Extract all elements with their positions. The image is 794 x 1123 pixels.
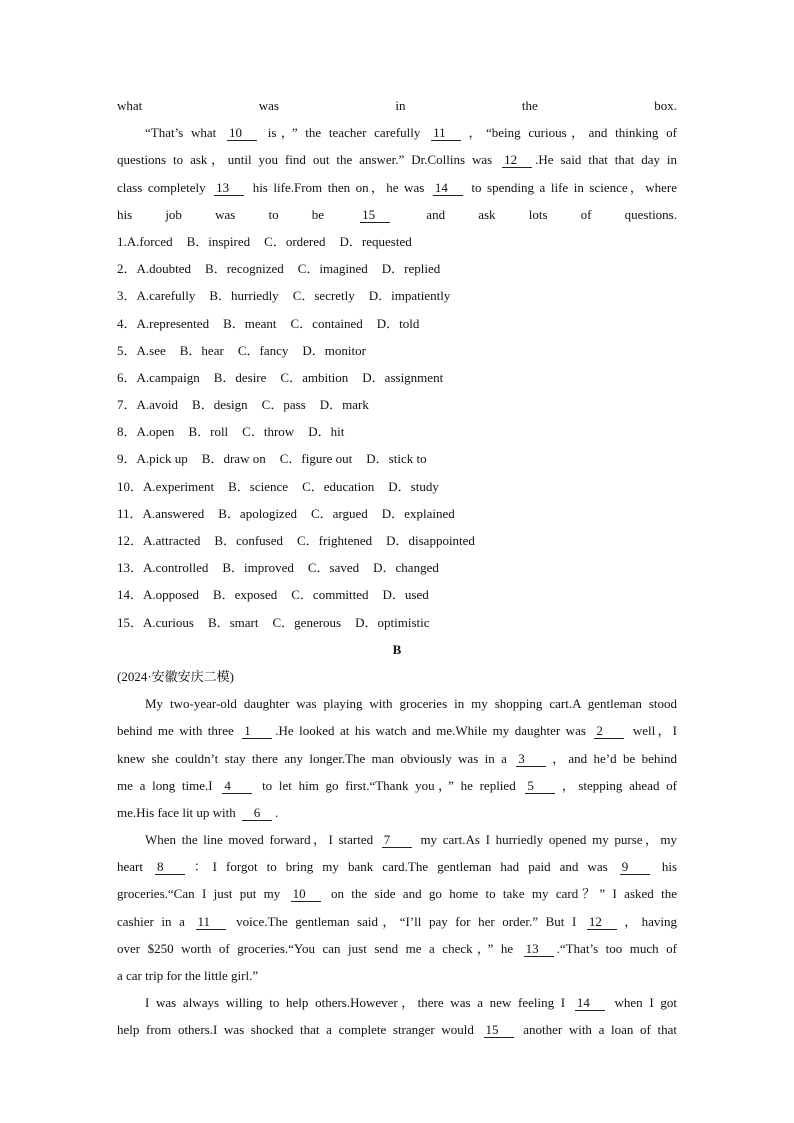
text-run: When the line moved forward，I started — [145, 832, 379, 848]
text-run: his life.From then on，he was — [247, 179, 430, 195]
option-a: A.campaign — [136, 369, 200, 385]
passage-line — [117, 201, 677, 228]
blank-14: 14 — [433, 181, 463, 196]
passage-a — [117, 92, 677, 228]
blank-15: 15 — [360, 208, 390, 223]
option-d: D．hit — [308, 424, 345, 440]
text-run: me.His face lit up with — [117, 804, 240, 820]
option-b: B．apologized — [218, 505, 297, 521]
text-run: to spending a life in science，where — [465, 179, 677, 195]
blank-9: 9 — [620, 860, 650, 875]
text-run: well，I — [627, 723, 678, 739]
passage-line — [117, 1016, 677, 1043]
question-number: 9． — [117, 451, 137, 467]
option-d: D．monitor — [302, 342, 366, 358]
text-run: and ask lots of questions. — [393, 206, 677, 222]
question-item — [117, 337, 677, 364]
text-run: behind me with three — [117, 723, 240, 739]
option-c: C．ambition — [280, 369, 349, 385]
option-c: C．committed — [291, 587, 369, 603]
text-run: his — [652, 859, 678, 875]
passage-b — [117, 690, 677, 1043]
option-d: D．replied — [381, 261, 441, 277]
passage-line — [117, 772, 677, 799]
text-run: what was in the box. — [117, 98, 677, 113]
option-b: B．confused — [214, 533, 284, 548]
question-item — [117, 581, 677, 608]
text-run: “That’s what — [145, 125, 224, 141]
question-item — [117, 527, 677, 554]
question-item — [117, 310, 677, 337]
text-run: groceries.“Can I just put my — [117, 886, 288, 902]
passage-line — [117, 92, 677, 119]
option-a: A.experiment — [143, 478, 215, 494]
text-run: is，” the teacher carefully — [259, 125, 429, 141]
option-b: B．improved — [222, 560, 294, 576]
question-number: 7． — [117, 397, 137, 413]
blank-8: 8 — [155, 860, 185, 875]
question-number: 13． — [117, 560, 144, 576]
passage-line — [117, 853, 677, 880]
option-c: C．figure out — [279, 451, 353, 467]
document-page — [117, 92, 677, 1044]
passage-line — [117, 119, 677, 146]
option-a: A.doubted — [136, 261, 192, 277]
passage-line — [117, 717, 677, 744]
option-a: A.pick up — [136, 451, 188, 467]
question-number: 15． — [117, 614, 144, 630]
option-b: B．design — [192, 397, 248, 413]
text-run: My two-year-old daughter was playing with groceries in my shopping cart.A gentleman stood — [145, 696, 677, 712]
passage-line — [117, 745, 677, 772]
option-c: C．ordered — [264, 233, 326, 249]
blank-4: 4 — [222, 779, 252, 794]
option-a: A.avoid — [136, 397, 179, 413]
text-run: .He said that that day in — [535, 152, 678, 168]
option-c: C．education — [302, 478, 375, 494]
option-c: C．pass — [261, 397, 306, 413]
passage-line — [117, 799, 677, 826]
option-d: D．study — [388, 478, 439, 494]
option-a: A.open — [136, 424, 175, 440]
question-number: 3． — [117, 288, 137, 304]
passage-line — [117, 146, 677, 173]
section-b-title: B — [392, 641, 402, 657]
option-b: B．meant — [223, 315, 277, 331]
text-run: another with a loan of that — [516, 1022, 677, 1038]
option-d: D．disappointed — [386, 533, 475, 548]
text-run: cashier in a — [117, 913, 193, 929]
option-b: B．smart — [207, 614, 259, 630]
option-c: C．fancy — [237, 342, 289, 358]
text-run: his job was to be — [117, 206, 358, 222]
text-run: my cart.As I hurriedly opened my purse，my — [414, 832, 677, 848]
question-number: 10． — [117, 478, 144, 494]
text-run: a car trip for the little girl.” — [117, 968, 259, 983]
blank-14: 14 — [575, 996, 605, 1011]
text-run: ，stepping ahead of — [558, 777, 677, 793]
text-run: knew she couldn’t stay there any longer.The man obviously was in a — [117, 750, 514, 766]
option-d: D．optimistic — [355, 614, 430, 630]
option-b: B．roll — [188, 424, 229, 440]
blank-11: 11 — [431, 126, 461, 141]
option-a: A.answered — [142, 505, 205, 521]
option-b: B．hear — [179, 342, 224, 358]
question-number: 11． — [117, 505, 143, 521]
blank-13: 13 — [524, 942, 554, 957]
passage-line — [117, 989, 677, 1016]
option-c: C．contained — [290, 315, 363, 331]
option-c: C．imagined — [297, 261, 368, 277]
option-d: D．mark — [319, 397, 369, 413]
text-run: .“That’s too much of — [556, 940, 677, 956]
question-item — [117, 418, 677, 445]
option-b: B．recognized — [205, 261, 284, 277]
question-item — [117, 445, 677, 472]
blank-7: 7 — [382, 833, 412, 848]
passage-line — [117, 962, 677, 989]
question-number: 8． — [117, 424, 137, 440]
option-b: B．exposed — [212, 587, 278, 603]
question-number: 4． — [117, 315, 137, 331]
question-number: 2． — [117, 261, 137, 277]
blank-13: 13 — [214, 181, 244, 196]
question-list-a — [117, 228, 677, 636]
passage-line — [117, 935, 677, 962]
option-a: A.opposed — [143, 587, 199, 603]
question-item — [117, 391, 677, 418]
text-run: when I got — [607, 995, 677, 1011]
question-item — [117, 554, 677, 581]
blank-10: 10 — [291, 887, 321, 902]
option-a: A.represented — [136, 315, 210, 331]
passage-line — [117, 826, 677, 853]
question-item — [117, 609, 677, 636]
text-run: . — [275, 804, 279, 820]
option-c: C．saved — [307, 560, 360, 576]
option-a: A.forced — [126, 233, 173, 249]
blank-3: 3 — [516, 752, 546, 767]
question-item — [117, 364, 677, 391]
option-b: B．desire — [213, 369, 267, 385]
option-a: A.controlled — [143, 560, 209, 576]
option-c: C．frightened — [297, 533, 373, 548]
option-c: C．throw — [242, 424, 295, 440]
passage-line — [117, 908, 677, 935]
option-b: B．hurriedly — [209, 288, 279, 304]
question-number: 1. — [117, 233, 127, 249]
option-a: A.carefully — [136, 288, 196, 304]
option-c: C．argued — [310, 505, 368, 521]
passage-line — [117, 174, 677, 201]
option-b: B．science — [228, 478, 289, 494]
option-d: D．told — [376, 315, 420, 331]
question-item — [117, 228, 677, 255]
question-item — [117, 255, 677, 282]
option-d: D．used — [382, 587, 429, 603]
question-item — [117, 473, 677, 500]
question-number: 12． — [117, 533, 144, 548]
option-d: D．impatiently — [368, 288, 451, 304]
option-a: A.attracted — [143, 533, 201, 548]
section-b-source: (2024·安徽安庆二模) — [117, 668, 234, 684]
option-d: D．assignment — [362, 369, 444, 385]
option-c: C．secretly — [292, 288, 355, 304]
text-run: ，“being curious，and thinking of — [464, 125, 677, 141]
question-item — [117, 500, 677, 527]
option-d: D．changed — [373, 560, 439, 576]
option-a: A.curious — [143, 614, 194, 630]
question-item — [117, 282, 677, 309]
blank-2: 2 — [594, 724, 624, 739]
blank-12: 12 — [502, 153, 532, 168]
text-run: to let him go first.“Thank you，” he replied — [255, 777, 523, 793]
option-c: C．generous — [272, 614, 342, 630]
blank-6: 6 — [242, 806, 272, 821]
text-run: heart — [117, 859, 153, 875]
option-b: B．draw on — [201, 451, 266, 467]
question-number: 14． — [117, 587, 144, 603]
text-run: over $250 worth of groceries.“You can just send me a check，” he — [117, 940, 521, 956]
question-number: 6． — [117, 369, 137, 385]
blank-5: 5 — [525, 779, 555, 794]
option-b: B．inspired — [186, 233, 251, 249]
text-run: questions to ask，until you find out the answer.” Dr.Collins was — [117, 152, 500, 168]
blank-12: 12 — [587, 915, 617, 930]
passage-line — [117, 880, 677, 907]
text-run: me a long time.I — [117, 777, 220, 793]
option-d: D．stick to — [366, 451, 427, 467]
option-a: A.see — [136, 342, 166, 358]
text-run: .He looked at his watch and me.While my daughter was — [275, 723, 592, 739]
text-run: ，and he’d be behind — [549, 750, 677, 766]
passage-line — [117, 690, 677, 717]
question-number: 5． — [117, 342, 137, 358]
blank-1: 1 — [242, 724, 272, 739]
text-run: voice.The gentleman said，“I’ll pay for her order.” But I — [228, 913, 584, 929]
blank-15: 15 — [484, 1023, 514, 1038]
text-run: ，having — [619, 913, 677, 929]
text-run: help from others.I was shocked that a complete stranger would — [117, 1022, 481, 1038]
option-d: D．requested — [339, 233, 412, 249]
text-run: I was always willing to help others.However，there was a new feeling I — [145, 995, 572, 1011]
text-run: class completely — [117, 179, 212, 195]
text-run: on the side and go home to take my card？” I asked the — [323, 886, 677, 902]
blank-10: 10 — [227, 126, 257, 141]
text-run: ：I forgot to bring my bank card.The gentleman had paid and was — [188, 859, 617, 875]
option-d: D．explained — [381, 505, 455, 521]
blank-11: 11 — [196, 915, 226, 930]
